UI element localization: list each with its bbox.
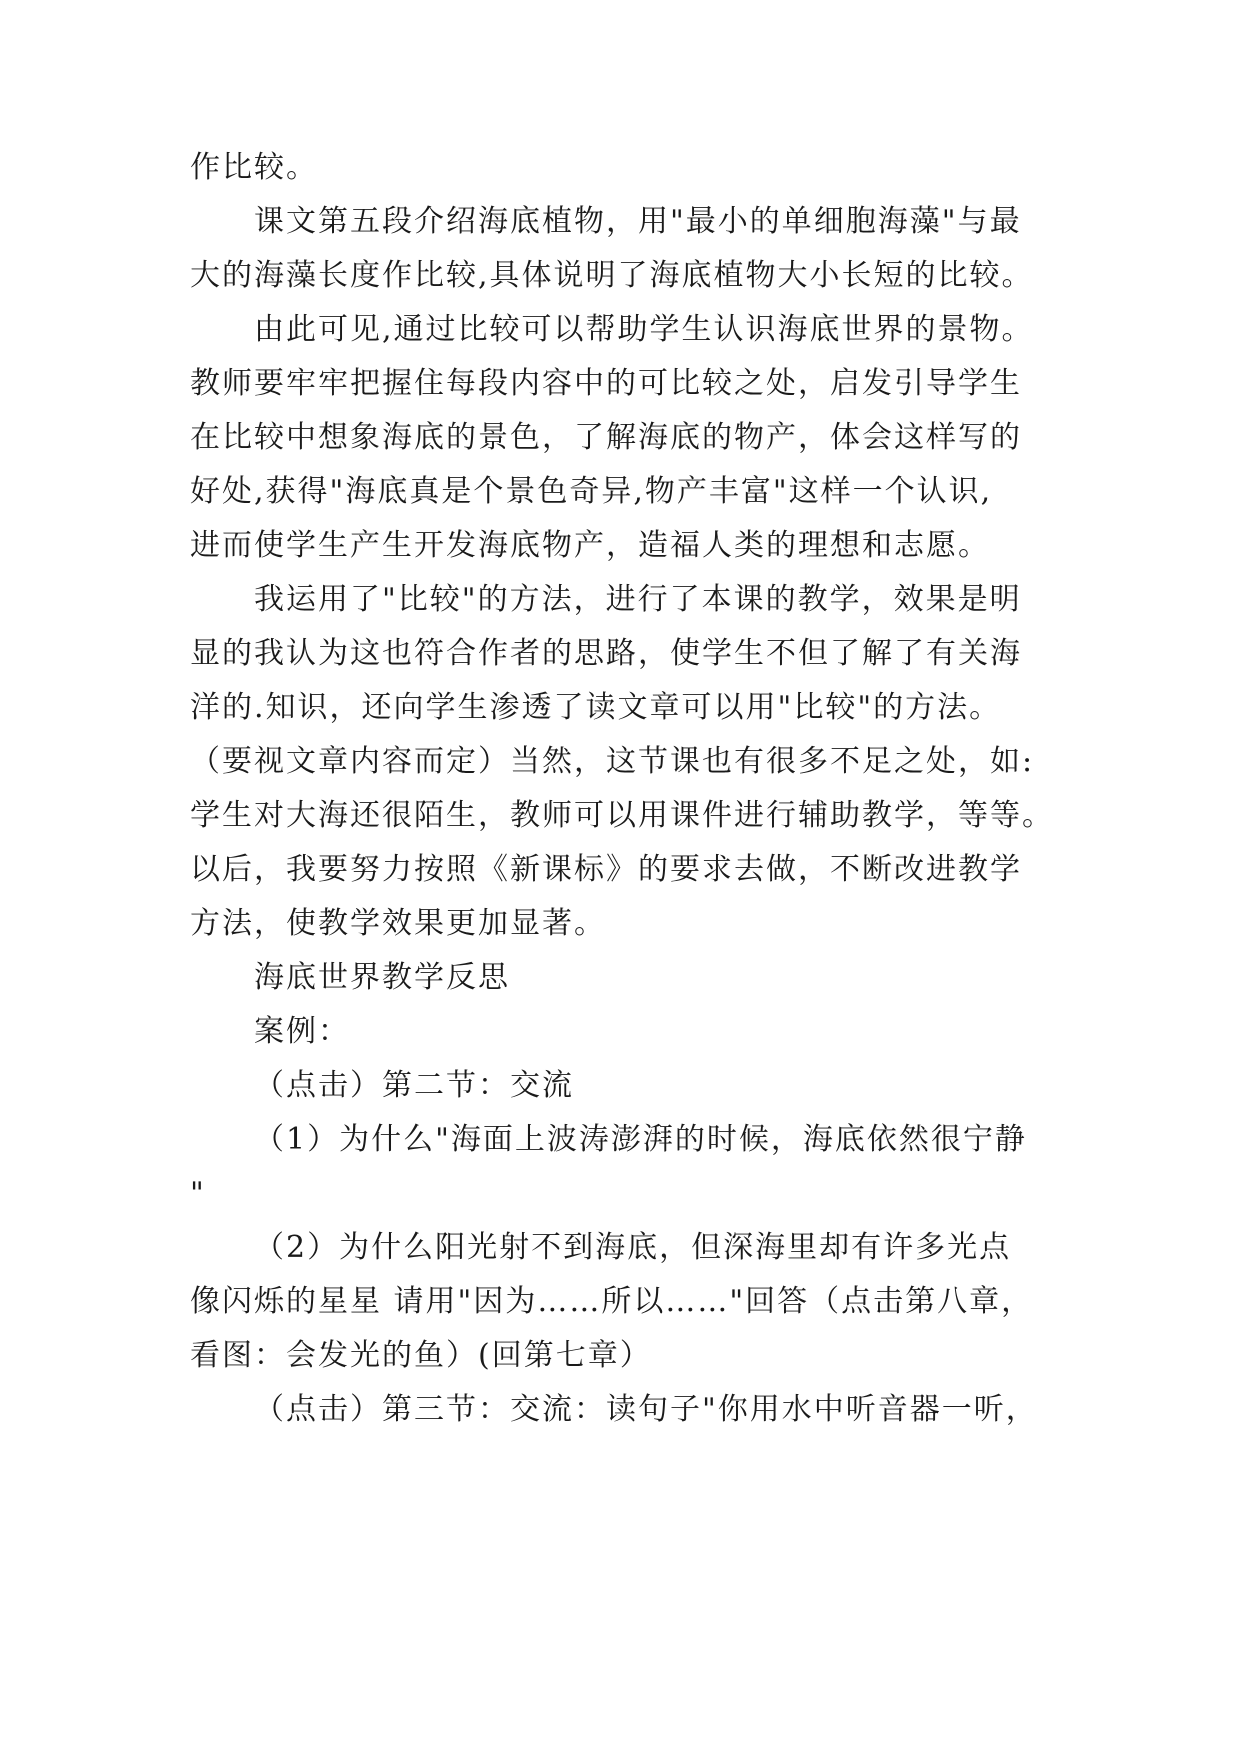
text-line-22: 像闪烁的星星 请用"因为……所以……"回答（点击第八章，	[190, 1284, 1034, 1319]
text-line-23: 看图：会发光的鱼）(回第七章）	[190, 1338, 652, 1373]
text-line-9: 我运用了"比较"的方法，进行了本课的教学，效果是明	[254, 582, 1022, 617]
section-heading: 海底世界教学反思	[254, 960, 510, 995]
case-label: 案例：	[254, 1014, 350, 1049]
text-line-21: （2）为什么阳光射不到海底，但深海里却有许多光点	[254, 1230, 1012, 1265]
text-line-6: 在比较中想象海底的景色，了解海底的物产，体会这样写的	[190, 420, 1022, 455]
text-line-8: 进而使学生产生开发海底物产，造福人类的理想和志愿。	[190, 528, 990, 563]
text-line-4: 由此可见,通过比较可以帮助学生认识海底世界的景物。	[254, 312, 1034, 347]
text-line-19: （1）为什么"海面上波涛澎湃的时候，海底依然很宁静	[254, 1122, 1027, 1157]
text-line-2: 课文第五段介绍海底植物，用"最小的单细胞海藻"与最	[254, 204, 1022, 239]
text-line-14: 以后，我要努力按照《新课标》的要求去做，不断改进教学	[190, 852, 1022, 887]
text-line-20: "	[190, 1176, 206, 1211]
text-line-18: （点击）第二节：交流	[254, 1068, 574, 1103]
text-line-5: 教师要牢牢把握住每段内容中的可比较之处，启发引导学生	[190, 366, 1022, 401]
text-line-10: 显的我认为这也符合作者的思路，使学生不但了解了有关海	[190, 636, 1022, 671]
text-line-15: 方法，使教学效果更加显著。	[190, 906, 606, 941]
text-line-3: 大的海藻长度作比较,具体说明了海底植物大小长短的比较。	[190, 258, 1034, 293]
text-line-11: 洋的.知识，还向学生渗透了读文章可以用"比较"的方法。	[190, 690, 1002, 725]
text-line-24: （点击）第三节：交流：读句子"你用水中听音器一听，	[254, 1392, 1038, 1427]
text-line-13: 学生对大海还很陌生，教师可以用课件进行辅助教学，等等。	[190, 798, 1054, 833]
text-line-1: 作比较。	[190, 150, 318, 185]
text-line-7: 好处,获得"海底真是个景色奇异,物产丰富"这样一个认识,	[190, 474, 993, 509]
text-line-12: （要视文章内容而定）当然，这节课也有很多不足之处，如:	[190, 744, 1035, 779]
